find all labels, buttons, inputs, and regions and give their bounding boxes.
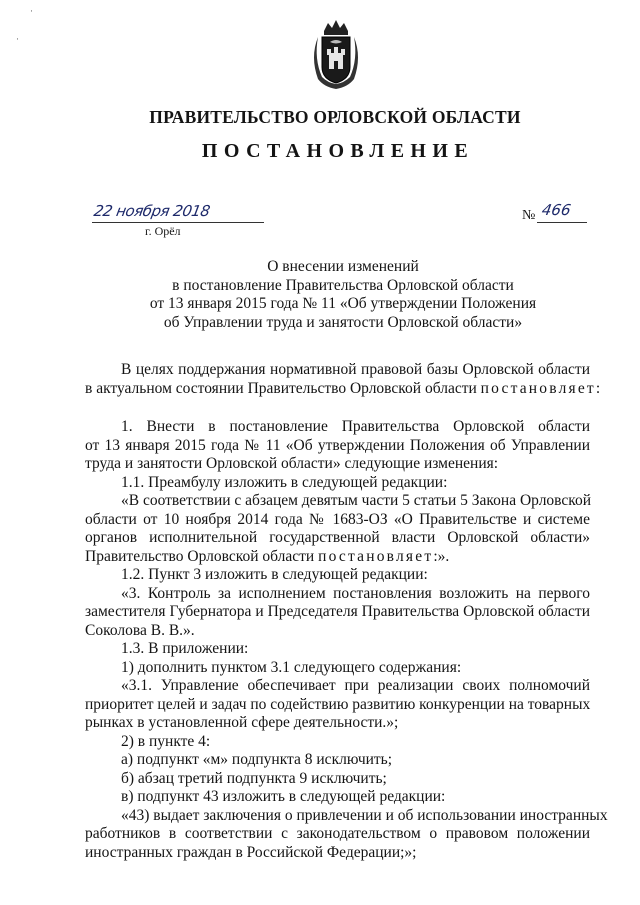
emphasis-spaced: постановляет bbox=[318, 547, 434, 565]
number-label: № bbox=[522, 208, 536, 223]
text-line: 1.1. Преамбулу изложить в следующей редакции: bbox=[121, 473, 448, 491]
text-line: 1) дополнить пунктом 3.1 следующего содержания: bbox=[121, 658, 462, 676]
body-main bbox=[85, 418, 608, 862]
text-span: :». bbox=[433, 547, 450, 565]
title-line: в постановление Правительства Орловской области bbox=[172, 276, 514, 294]
handwritten-number: 466 bbox=[540, 201, 573, 219]
text-line: в) подпункт 43 изложить в следующей редакции: bbox=[121, 788, 446, 805]
government-name: ПРАВИТЕЛЬСТВО ОРЛОВСКОЙ ОБЛАСТИ bbox=[149, 107, 521, 127]
text-line: 1.2. Пункт 3 изложить в следующей редакции: bbox=[121, 566, 428, 583]
text-line: а) подпункт «м» подпункта 8 исключить; bbox=[121, 751, 393, 768]
text-span: Правительство Орловской области bbox=[85, 547, 319, 565]
text-line: «3.1. Управление обеспечивает при реализации своих полномочий bbox=[121, 677, 590, 694]
text-span: в актуальном состоянии Правительство Орловской области bbox=[85, 379, 481, 397]
date-underline bbox=[92, 222, 264, 223]
text-line: иностранных граждан в Российской Федерации;»; bbox=[85, 843, 417, 861]
text-line: от 13 января 2015 года № 11 «Об утверждении Положения об Управлении bbox=[85, 436, 590, 454]
text-line: области от 10 ноября 2014 года № 1683-ОЗ «О Правительстве и системе bbox=[85, 510, 590, 528]
text-line: рынках в установленной сфере деятельности.»; bbox=[85, 714, 399, 731]
title-line: от 13 января 2015 года № 11 «Об утверждении Положения bbox=[149, 295, 537, 312]
text-line: Соколова В. В.». bbox=[85, 621, 195, 639]
coat-of-arms-icon bbox=[304, 17, 368, 91]
text-line bbox=[85, 548, 590, 567]
text-line bbox=[85, 379, 601, 399]
text-line: 1. Внести в постановление Правительства Орловской области bbox=[121, 418, 590, 435]
text-line: 2) в пункте 4: bbox=[121, 732, 211, 750]
text-line: приоритет целей и задач по содействию развитию конкуренции на товарных bbox=[85, 695, 591, 713]
emphasis-spaced: постановляет bbox=[480, 379, 596, 397]
document-type-title: ПОСТАНОВЛЕНИЕ bbox=[201, 140, 475, 162]
title-line: О внесении изменений bbox=[267, 258, 419, 275]
text-line: работников в соответствии с законодательством о правовом положении bbox=[85, 825, 590, 842]
text-line: органов исполнительной государственной власти Орловской области» bbox=[85, 529, 590, 546]
text-line: «43) выдает заключения о привлечении и об использовании иностранных bbox=[121, 806, 608, 824]
city-label: г. Орёл bbox=[145, 224, 181, 238]
text-span: : bbox=[595, 379, 601, 397]
text-line: В целях поддержания нормативной правовой базы Орловской области bbox=[121, 361, 590, 378]
resolution-title bbox=[0, 258, 640, 332]
text-line: труда и занятости Орловской области» следующие изменения: bbox=[85, 455, 499, 472]
handwritten-date: 22 ноября 2018 bbox=[92, 202, 212, 220]
text-line: заместителя Губернатора и Председателя Правительства Орловской области bbox=[85, 603, 590, 620]
body-paragraph-preamble bbox=[85, 361, 601, 398]
text-line: «В соответствии с абзацем девятым части 5 статьи 5 Закона Орловской bbox=[121, 492, 592, 509]
scan-speck: · bbox=[16, 34, 19, 44]
number-underline bbox=[537, 222, 587, 223]
text-line: 1.3. В приложении: bbox=[121, 640, 249, 657]
scan-speck: · bbox=[30, 6, 33, 16]
title-line: об Управлении труда и занятости Орловской области» bbox=[163, 313, 523, 331]
text-line: «3. Контроль за исполнением постановления возложить на первого bbox=[121, 584, 590, 602]
text-line: б) абзац третий подпункта 9 исключить; bbox=[121, 769, 387, 787]
